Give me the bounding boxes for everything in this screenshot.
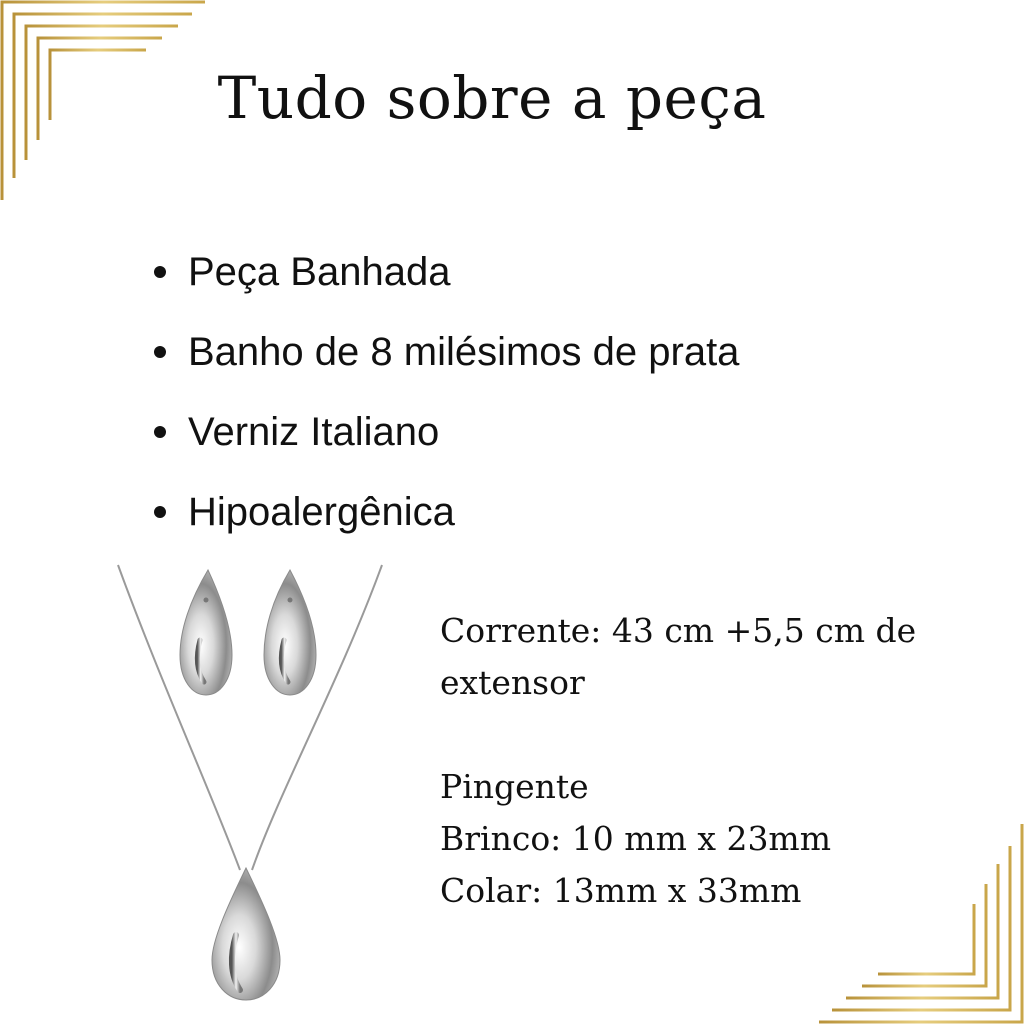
- feature-text: Verniz Italiano: [188, 410, 440, 454]
- feature-text: Banho de 8 milésimos de prata: [188, 330, 740, 374]
- list-item: [150, 472, 739, 552]
- necklace-chain: [118, 565, 382, 870]
- list-item: [150, 232, 739, 312]
- earring-size-text: Brinco: 10 mm x 23mm: [440, 819, 832, 858]
- earring-right: [264, 570, 316, 695]
- feature-list: [150, 232, 739, 552]
- feature-text: Peça Banhada: [188, 250, 451, 294]
- earring-left: [180, 570, 232, 695]
- bullet-icon: [154, 426, 166, 438]
- chain-length-text: Corrente: 43 cm +5,5 cm de: [440, 611, 917, 650]
- chain-extender-text: extensor: [440, 663, 585, 702]
- spec-block: [440, 605, 1000, 917]
- bullet-icon: [154, 346, 166, 358]
- list-item: [150, 312, 739, 392]
- pendant-label: Pingente: [440, 767, 589, 806]
- bullet-icon: [154, 506, 166, 518]
- page-title: Tudo sobre a peça: [217, 64, 767, 132]
- list-item: [150, 392, 739, 472]
- bullet-icon: [154, 266, 166, 278]
- necklace-pendant: [212, 868, 280, 1000]
- feature-text: Hipoalergênica: [188, 490, 455, 534]
- necklace-size-text: Colar: 13mm x 33mm: [440, 871, 802, 910]
- product-image: [100, 560, 400, 1010]
